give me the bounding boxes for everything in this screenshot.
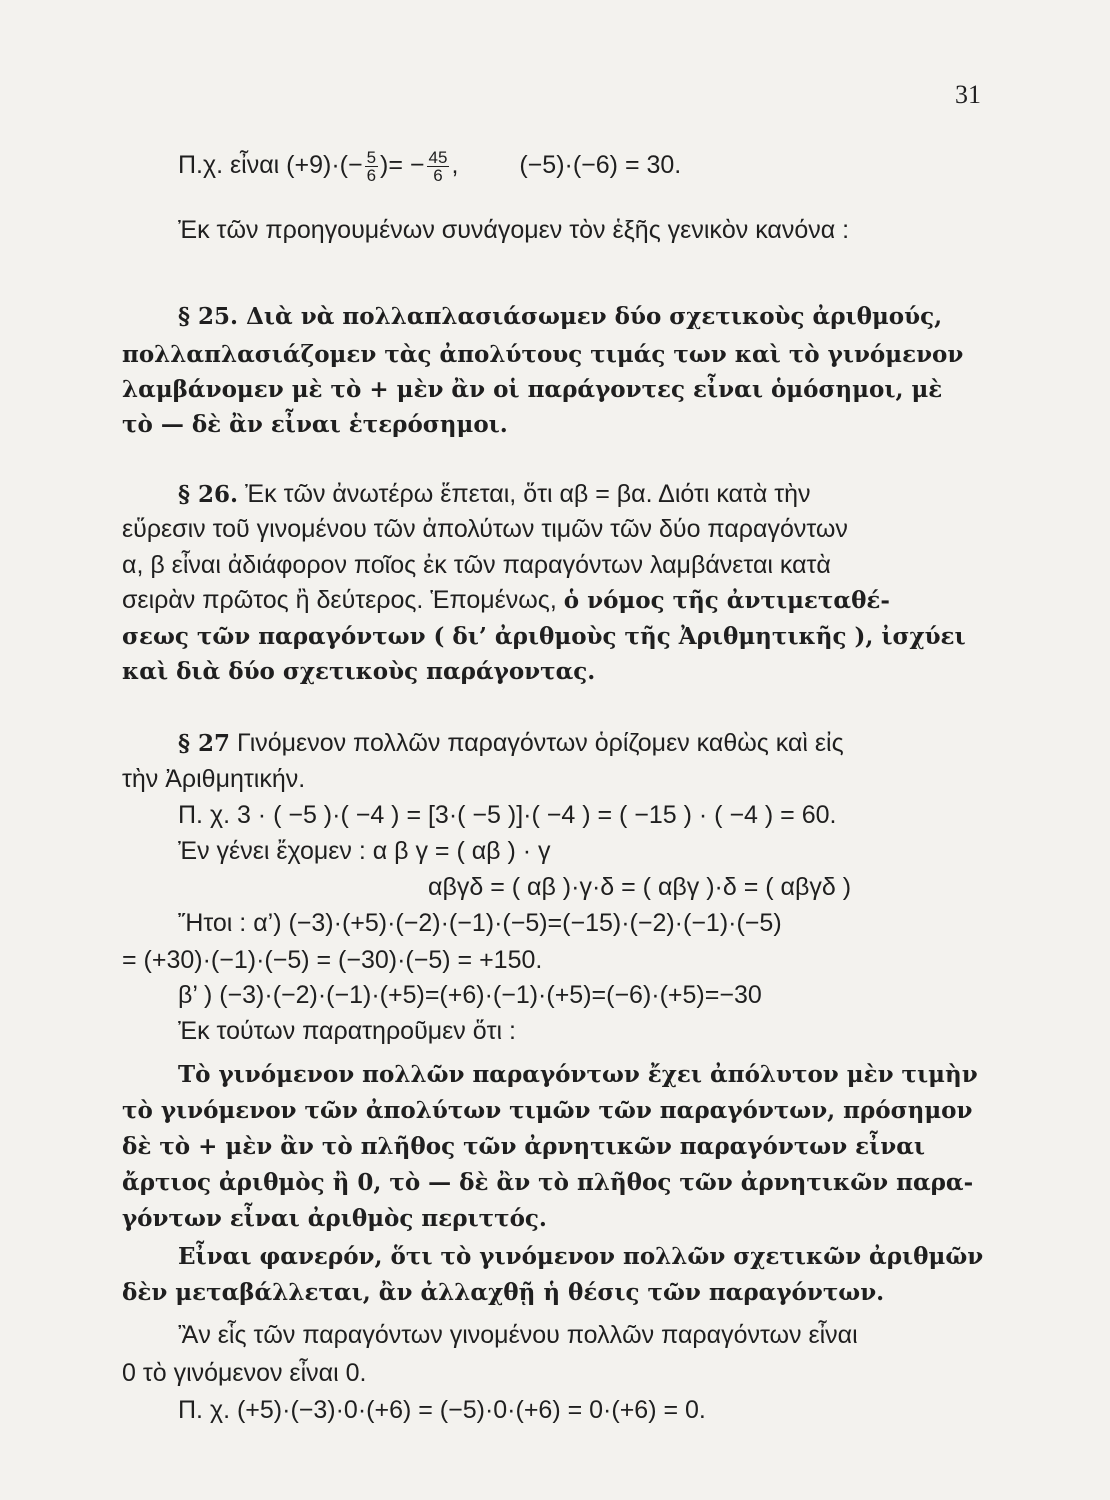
section-25-label: § 25. bbox=[178, 303, 239, 330]
sec25-line-1: § 25. Διὰ νὰ πολλαπλασιάσωμεν δύο σχετικοὺς ἀριθμούς, bbox=[178, 303, 943, 330]
example-line: Π.χ. εἶναι (+9)·(− $\frac{5}{6}$ )= − $\frac{45}{6}$ , (−5)·(−6) = 30. bbox=[178, 147, 682, 185]
sec27-example-a-1: Ἤτοι : α’) (−3)·(+5)·(−2)·(−1)·(−5)=(−15)·(−2)·(−1)·(−5) bbox=[178, 909, 782, 937]
sec26-line-4: σειρὰν πρῶτος ἢ δεύτερος. Ἑπομένως, ὁ νόμος τῆς ἀντιμεταθέ- bbox=[122, 586, 890, 614]
sec27-general-2: αβγδ = ( αβ )·γ·δ = ( αβγ )·δ = ( αβγδ ) bbox=[428, 873, 852, 901]
sec27-general-1: Ἐν γένει ἔχομεν : α β γ = ( αβ ) · γ bbox=[178, 837, 551, 865]
sec27-example-a-2: = (+30)·(−1)·(−5) = (−30)·(−5) = +150. bbox=[122, 946, 543, 974]
zero-line-3: Π. χ. (+5)·(−3)·0·(+6) = (−5)·0·(+6) = 0·(+6) = 0. bbox=[178, 1396, 706, 1424]
sec26-line-2: εὕρεσιν τοῦ γινομένου τῶν ἀπολύτων τιμῶν τῶν δύο παραγόντων bbox=[122, 515, 848, 543]
page-number: 31 bbox=[955, 80, 981, 109]
sec27-line-2: τὴν Ἀριθμητικήν. bbox=[122, 765, 306, 793]
section-27-label: § 27 bbox=[178, 730, 231, 757]
fraction-45-6: $\frac{45}{6}$ bbox=[428, 147, 448, 185]
rule-intro: Ἐκ τῶν προηγουμένων συνάγομεν τὸν ἑξῆς γενικὸν κανόνα : bbox=[178, 216, 850, 244]
sec26-line-3: α, β εἶναι ἀδιάφορον ποῖος ἐκ τῶν παραγόντων λαμβάνεται κατὰ bbox=[122, 551, 831, 579]
zero-line-1: Ἂν εἷς τῶν παραγόντων γινομένου πολλῶν παραγόντων εἶναι bbox=[178, 1321, 858, 1349]
rule2-line-5: γόντων εἶναι ἀριθμὸς περιττός. bbox=[122, 1205, 547, 1232]
rule2-line-3: δὲ τὸ + μὲν ἂν τὸ πλῆθος τῶν ἀρνητικῶν παραγόντων εἶναι bbox=[122, 1133, 926, 1160]
sec25-line-3: λαμβάνομεν μὲ τὸ + μὲν ἂν οἱ παράγοντες εἶναι ὁμόσημοι, μὲ bbox=[122, 376, 943, 403]
sec26-line-6: καὶ διὰ δύο σχετικοὺς παράγοντας. bbox=[122, 658, 596, 685]
sec27-example-1: Π. χ. 3 · ( −5 )·( −4 ) = [3·( −5 )]·( −4 ) = ( −15 ) · ( −4 ) = 60. bbox=[178, 801, 837, 829]
rule3-line-1: Εἶναι φανερόν, ὅτι τὸ γινόμενον πολλῶν σχετικῶν ἀριθμῶν bbox=[178, 1243, 984, 1270]
zero-line-2: 0 τὸ γινόμενον εἶναι 0. bbox=[122, 1359, 367, 1387]
rule2-line-4: ἄρτιος ἀριθμὸς ἢ 0, τὸ — δὲ ἂν τὸ πλῆθος τῶν ἀρνητικῶν παρα- bbox=[122, 1169, 974, 1196]
rule2-line-2: τὸ γινόμενον τῶν ἀπολύτων τιμῶν τῶν παραγόντων, πρόσημον bbox=[122, 1097, 973, 1124]
rule3-line-2: δὲν μεταβάλλεται, ἂν ἀλλαχθῇ ἡ θέσις τῶν παραγόντων. bbox=[122, 1279, 885, 1306]
sec25-line-2: πολλαπλασιάζομεν τὰς ἀπολύτους τιμάς των καὶ τὸ γινόμενον bbox=[122, 341, 964, 368]
sec27-observe: Ἐκ τούτων παρατηροῦμεν ὅτι : bbox=[178, 1017, 516, 1045]
sec26-line-5: σεως τῶν παραγόντων ( δι’ ἀριθμοὺς τῆς Ἀριθμητικῆς ), ἰσχύει bbox=[122, 623, 966, 650]
fraction-5-6: $\frac{5}{6}$ bbox=[366, 147, 377, 185]
rule2-line-1: Τὸ γινόμενον πολλῶν παραγόντων ἔχει ἀπόλυτον μὲν τιμὴν bbox=[178, 1061, 978, 1088]
sec27-example-b: β’ ) (−3)·(−2)·(−1)·(+5)=(+6)·(−1)·(+5)=(−6)·(+5)=−30 bbox=[178, 981, 762, 1009]
sec27-line-1: § 27 Γινόμενον πολλῶν παραγόντων ὁρίζομεν καθὼς καὶ εἰς bbox=[178, 729, 844, 757]
sec26-line-1: § 26. Ἐκ τῶν ἀνωτέρω ἕπεται, ὅτι αβ = βα. Διότι κατὰ τὴν bbox=[178, 480, 811, 508]
section-26-label: § 26. bbox=[178, 481, 239, 508]
sec25-line-4: τὸ — δὲ ἂν εἶναι ἑτερόσημοι. bbox=[122, 411, 508, 438]
